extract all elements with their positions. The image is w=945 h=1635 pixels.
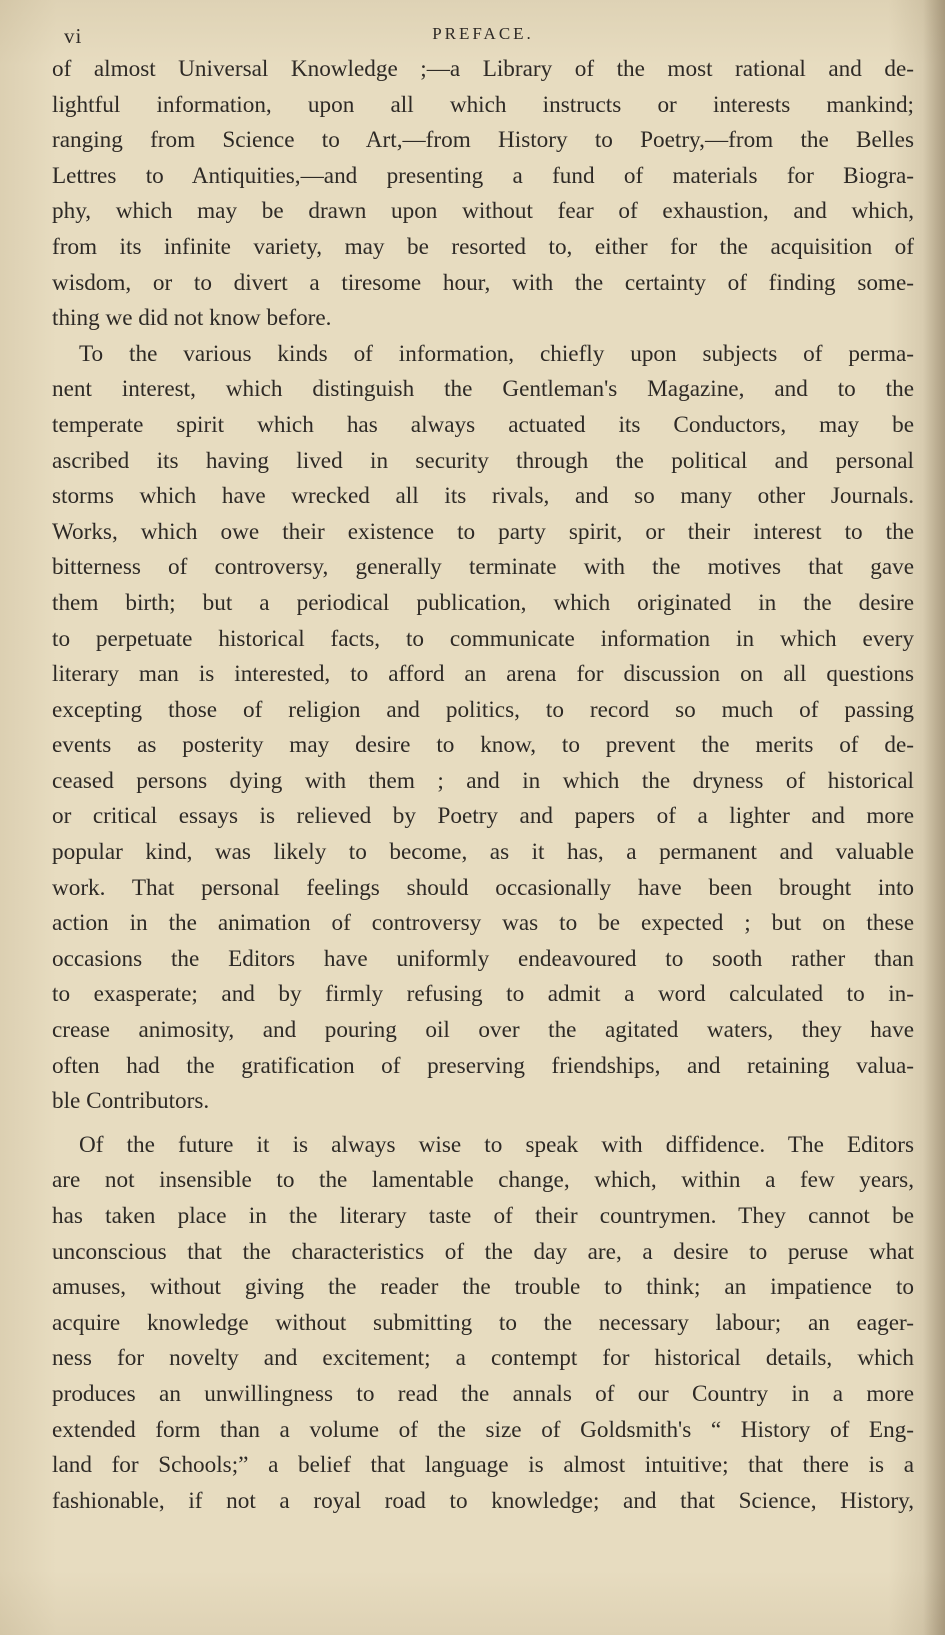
body-text — [52, 52, 914, 1519]
text-line: ceased persons dying with them ; and in which the dryness of historical — [52, 767, 914, 794]
text-line: unconscious that the characteristics of the day are, a desire to peruse what — [52, 1238, 914, 1265]
text-line: excepting those of religion and politics, to record so much of passing — [52, 696, 914, 723]
text-line: extended form than a volume of the size of Goldsmith's “ History of Eng- — [52, 1416, 914, 1443]
text-line: fashionable, if not a royal road to knowledge; and that Science, History, — [52, 1487, 914, 1514]
page-edge-shadow — [923, 0, 945, 1635]
text-line: land for Schools;” a belief that language is almost intuitive; that there is a — [52, 1452, 914, 1479]
text-line: often had the gratification of preserving friendships, and retaining valua- — [52, 1052, 914, 1079]
text-line: ble Contributors. — [52, 1088, 210, 1115]
text-line: are not insensible to the lamentable change, which, within a few years, — [52, 1167, 914, 1194]
text-line: storms which have wrecked all its rivals, and so many other Journals. — [52, 483, 914, 510]
text-line: popular kind, was likely to become, as it has, a permanent and valuable — [52, 839, 914, 866]
text-line: thing we did not know before. — [52, 305, 332, 332]
text-line: events as posterity may desire to know, to prevent the merits of de- — [52, 732, 914, 759]
text-line: To the various kinds of information, chiefly upon subjects of perma- — [79, 340, 914, 367]
paragraph-gap — [52, 1120, 914, 1128]
text-line: phy, which may be drawn upon without fear of exhaustion, and which, — [52, 198, 914, 225]
text-line: wisdom, or to divert a tiresome hour, with the certainty of finding some- — [52, 269, 914, 296]
text-line: work. That personal feelings should occasionally have been brought into — [52, 874, 914, 901]
text-line: lightful information, upon all which instructs or interests mankind; — [52, 91, 914, 118]
text-line: them birth; but a periodical publication, which originated in the desire — [52, 589, 914, 616]
text-line: Lettres to Antiquities,—and presenting a fund of materials for Biogra- — [52, 162, 914, 189]
text-line: temperate spirit which has always actuated its Conductors, may be — [52, 411, 914, 438]
text-line: crease animosity, and pouring oil over the agitated waters, they have — [52, 1017, 914, 1044]
paragraph-2 — [52, 337, 914, 1120]
text-line: or critical essays is relieved by Poetry and papers of a lighter and more — [52, 803, 914, 830]
text-line: from its infinite variety, may be resorted to, either for the acquisition of — [52, 233, 914, 260]
text-line: occasions the Editors have uniformly endeavoured to sooth rather than — [52, 945, 914, 972]
paragraph-1 — [52, 52, 914, 337]
text-line: literary man is interested, to afford an arena for discussion on all questions — [52, 661, 914, 688]
page-number: vi — [64, 24, 83, 48]
text-line: ness for novelty and excitement; a contempt for historical details, which — [52, 1345, 914, 1372]
text-line: produces an unwillingness to read the annals of our Country in a more — [52, 1380, 914, 1407]
text-line: to perpetuate historical facts, to communicate information in which every — [52, 625, 914, 652]
text-line: of almost Universal Knowledge ;—a Library of the most rational and de- — [52, 56, 914, 82]
text-line: action in the animation of controversy was to be expected ; but on these — [52, 910, 914, 937]
running-head — [52, 18, 914, 52]
text-line: ascribed its having lived in security through the political and personal — [52, 447, 914, 474]
text-line: ranging from Science to Art,—from History to Poetry,—from the Belles — [52, 127, 914, 154]
text-line: amuses, without giving the reader the trouble to think; an impatience to — [52, 1274, 914, 1301]
text-line: nent interest, which distinguish the Gentleman's Magazine, and to the — [52, 376, 914, 403]
paragraph-3 — [52, 1128, 914, 1520]
text-line: acquire knowledge without submitting to the necessary labour; an eager- — [52, 1309, 914, 1336]
book-page — [52, 18, 914, 1618]
text-line: to exasperate; and by firmly refusing to admit a word calculated to in- — [52, 981, 914, 1008]
text-line: Of the future it is always wise to speak with diffidence. The Editors — [79, 1131, 914, 1158]
text-line: Works, which owe their existence to party spirit, or their interest to the — [52, 518, 914, 545]
text-line: has taken place in the literary taste of their countrymen. They cannot be — [52, 1203, 914, 1229]
page-title: PREFACE. — [432, 24, 534, 43]
text-line: bitterness of controversy, generally terminate with the motives that gave — [52, 554, 914, 581]
